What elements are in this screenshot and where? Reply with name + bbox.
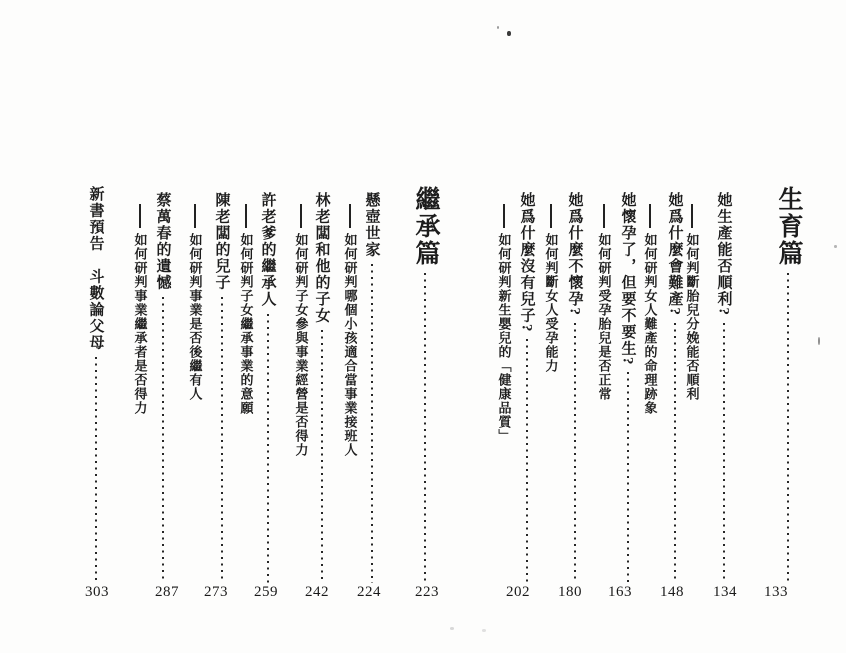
toc-entry-title: 她爲什麼不懷孕?: [566, 192, 583, 317]
dotted-leader: [221, 297, 223, 583]
toc-subentry-title: 如何研判受孕胎兒是否正常: [596, 233, 612, 401]
toc-subentry: [596, 204, 612, 401]
toc-entry: [362, 192, 382, 585]
dotted-leader: [162, 297, 164, 583]
section-header: [773, 186, 803, 585]
toc-entry-title: 蔡萬春的遺憾: [154, 192, 171, 291]
toc-entry-title: 她爲什麼會難產?: [666, 192, 683, 317]
dotted-leader: [526, 339, 528, 583]
toc-entry-title: 她生產能否順利?: [715, 192, 732, 317]
scan-speck: [818, 337, 820, 345]
em-dash-prefix: [300, 204, 302, 228]
page-number: 163: [608, 584, 632, 600]
toc-subentry: [132, 204, 148, 415]
toc-entry: [212, 192, 232, 585]
page-number: 133: [764, 584, 788, 600]
toc-entry-title: 她爲什麼沒有兒子?: [518, 192, 535, 333]
page-number: 224: [357, 584, 381, 600]
page-number: 303: [85, 584, 109, 600]
toc-entry-title: 林老闆和他的子女: [313, 192, 330, 324]
toc-subentry: [187, 204, 203, 401]
toc-subentry-title: 如何研判新生嬰兒的「健康品質」: [496, 233, 512, 443]
em-dash-prefix: [245, 204, 247, 228]
dotted-leader: [574, 323, 576, 584]
toc-subentry-title: 如何判斷胎兒分娩能否順利: [684, 233, 700, 401]
dotted-leader: [95, 357, 97, 583]
scan-speck: [834, 245, 837, 248]
dotted-leader: [371, 264, 373, 583]
page-number: 134: [713, 584, 737, 600]
toc-entry: [517, 192, 537, 585]
toc-entry: [665, 192, 685, 585]
dotted-leader: [267, 314, 269, 584]
em-dash-prefix: [603, 204, 605, 228]
toc-entry-title: 陳老闆的兒子: [213, 192, 230, 291]
page-number: 202: [506, 584, 530, 600]
toc-subentry-title: 如何研判事業繼承者是否得力: [132, 233, 148, 415]
toc-subentry-title: 如何研判子女繼承事業的意願: [238, 233, 254, 415]
toc-subentry: [342, 204, 358, 457]
toc-entry-title: 許老爹的繼承人: [259, 192, 276, 308]
toc-subentry: [642, 204, 658, 415]
toc-entry-title: 新書預告 斗數論父母: [87, 186, 104, 351]
scan-speck: [507, 31, 511, 36]
toc-subentry-title: 如何研判女人難產的命理跡象: [642, 233, 658, 415]
toc-subentry: [684, 204, 700, 401]
em-dash-prefix: [691, 204, 693, 228]
dotted-leader: [723, 323, 725, 584]
toc-subentry: [543, 204, 559, 373]
scan-speck: [450, 627, 454, 630]
toc-subentry: [293, 204, 309, 457]
dotted-leader: [627, 372, 629, 583]
section-title: 生育篇: [775, 186, 802, 267]
toc-subentry-title: 如何研判子女參與事業經營是否得力: [293, 233, 309, 457]
page-number: 259: [254, 584, 278, 600]
toc-entry: [565, 192, 585, 585]
page-number: 180: [558, 584, 582, 600]
toc-entry: [714, 192, 734, 585]
em-dash-prefix: [550, 204, 552, 228]
toc-entry: [312, 192, 332, 585]
toc-entry: [258, 192, 278, 585]
toc-entry-title: 懸壺世家: [363, 192, 380, 258]
toc-subentry-title: 如何判斷女人受孕能力: [543, 233, 559, 373]
em-dash-prefix: [194, 204, 196, 228]
toc-entry-title: 她懷孕了，但要不要生?: [619, 192, 636, 366]
section-title: 繼承篇: [412, 186, 439, 267]
toc-entry-new-book: [86, 186, 106, 585]
dotted-leader: [674, 323, 676, 584]
page-number: 223: [415, 584, 439, 600]
toc-subentry-title: 如何研判事業是否後繼有人: [187, 233, 203, 401]
scan-speck: [482, 629, 486, 632]
em-dash-prefix: [649, 204, 651, 228]
page-number: 273: [204, 584, 228, 600]
dotted-leader: [787, 273, 789, 583]
em-dash-prefix: [139, 204, 141, 228]
toc-subentry: [238, 204, 254, 415]
toc-subentry-title: 如何研判哪個小孩適合當事業接班人: [342, 233, 358, 457]
em-dash-prefix: [503, 204, 505, 228]
em-dash-prefix: [349, 204, 351, 228]
toc-entry: [618, 192, 638, 585]
page-number: 287: [155, 584, 179, 600]
page-number: 148: [660, 584, 684, 600]
scan-speck: [497, 26, 499, 29]
dotted-leader: [321, 330, 323, 583]
dotted-leader: [424, 273, 426, 583]
toc-subentry: [496, 204, 512, 443]
page-number: 242: [305, 584, 329, 600]
section-header: [410, 186, 440, 585]
toc-entry: [153, 192, 173, 585]
